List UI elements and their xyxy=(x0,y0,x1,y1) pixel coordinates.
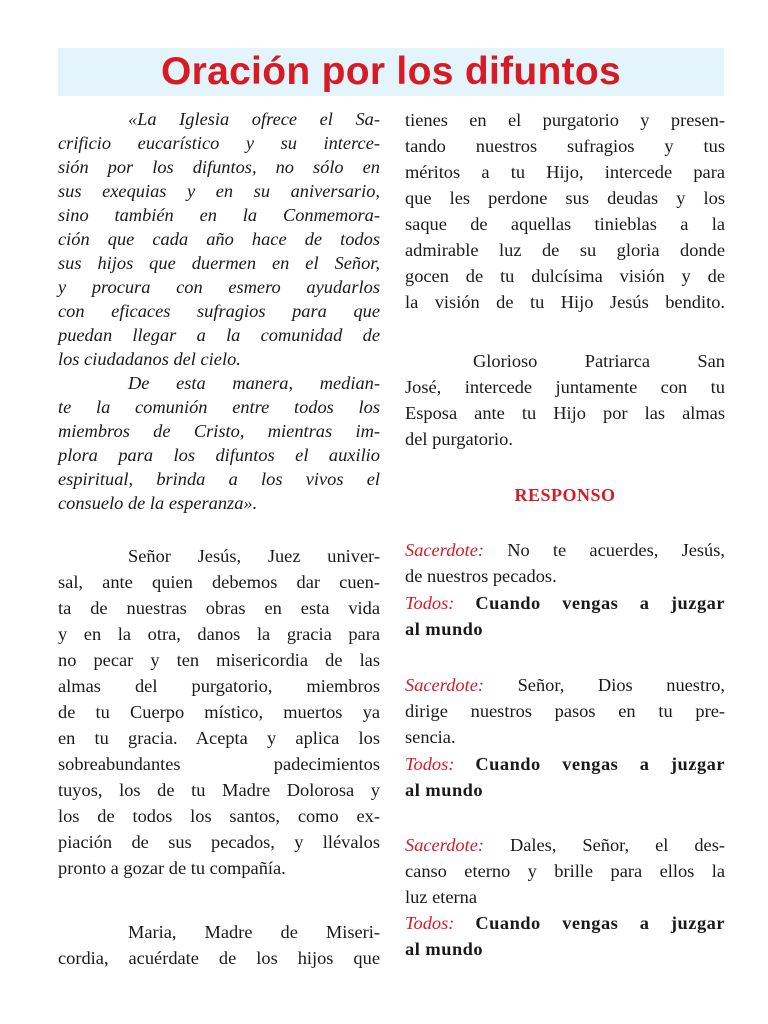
versicle-text: Señor, Dios nuestro, xyxy=(517,675,725,695)
response-text: Cuando vengas a juzgar xyxy=(475,593,725,613)
quote-line: te la comunión entre todos los xyxy=(58,397,380,417)
prayer-line: de tu Cuerpo místico, muertos ya xyxy=(58,702,380,722)
prayer-line: almas del purgatorio, miembros xyxy=(58,676,380,696)
prayer-line: Maria, Madre de Miseri- xyxy=(128,922,380,942)
sacerdote-label: Sacerdote: xyxy=(405,675,484,695)
prayer-line: que les perdone sus deudas y los xyxy=(405,188,725,208)
todos-label: Todos: xyxy=(405,593,455,613)
todos-label: Todos: xyxy=(405,913,455,933)
versicle-line xyxy=(405,672,725,698)
response-line: al mundo xyxy=(405,780,484,800)
response-line: al mundo xyxy=(405,619,484,639)
todos-label: Todos: xyxy=(405,754,455,774)
quote-line: sus exequias y en su aniversario, xyxy=(58,181,380,201)
responso-heading: RESPONSO xyxy=(514,485,616,505)
quote-line: y procura con esmero ayudarlos xyxy=(58,277,380,297)
quote-line: los ciudadanos del cielo. xyxy=(58,349,241,369)
prayer-line: tuyos, los de tu Madre Dolorosa y xyxy=(58,780,380,800)
prayer-line: gocen de tu dulcísima visión y de xyxy=(405,266,725,286)
versicle-line xyxy=(405,832,725,858)
quote-line: puedan llegar a la comunidad de xyxy=(58,325,380,345)
prayer-line: no pecar y ten misericordia de las xyxy=(58,650,380,670)
prayer-line: tando nuestros sufragios y tus xyxy=(405,136,725,156)
quote-line: crificio eucarístico y su interce- xyxy=(58,133,380,153)
response-line xyxy=(405,751,725,777)
prayer-line: la visión de tu Hijo Jesús bendito. xyxy=(405,292,725,312)
quote-line: sus hijos que duermen en el Señor, xyxy=(58,253,380,273)
sacerdote-label: Sacerdote: xyxy=(405,540,484,560)
response-line xyxy=(405,910,725,936)
quote-line: sino también en la Conmemora- xyxy=(58,205,380,225)
prayer-line: cordia, acuérdate de los hijos que xyxy=(58,948,380,968)
versicle-line: dirige nuestros pasos en tu pre- xyxy=(405,701,725,721)
versicle-line xyxy=(405,537,725,563)
versicle-line: sencia. xyxy=(405,727,456,747)
prayer-line: piación de sus pecados, y llévalos xyxy=(58,832,380,852)
quote-line: ción que cada año hace de todos xyxy=(58,229,380,249)
prayer-line: Señor Jesús, Juez univer- xyxy=(128,546,380,566)
quote-line: consuelo de la esperanza». xyxy=(58,493,258,513)
prayer-line: José, intercede juntamente con tu xyxy=(405,377,725,397)
response-text: Cuando vengas a juzgar xyxy=(475,913,725,933)
prayer-line: del purgatorio. xyxy=(405,429,513,449)
response-text: Cuando vengas a juzgar xyxy=(475,754,725,774)
quote-line: con eficaces sufragios para que xyxy=(58,301,380,321)
prayer-line: admirable luz de su gloria donde xyxy=(405,240,725,260)
versicle-line: de nuestros pecados. xyxy=(405,566,557,586)
quote-line: «La Iglesia ofrece el Sa- xyxy=(128,109,380,129)
prayer-line: Glorioso Patriarca San xyxy=(473,351,725,371)
quote-line: plora para los difuntos el auxilio xyxy=(58,445,380,465)
prayer-line: en tu gracia. Acepta y aplica los xyxy=(58,728,380,748)
response-line xyxy=(405,590,725,616)
prayer-line: saque de aquellas tinieblas a la xyxy=(405,214,725,234)
response-line: al mundo xyxy=(405,939,484,959)
sacerdote-label: Sacerdote: xyxy=(405,835,484,855)
prayer-line: pronto a gozar de tu compañía. xyxy=(58,858,286,878)
quote-line: sión por los difuntos, no sólo en xyxy=(58,157,380,177)
versicle-text: Dales, Señor, el des- xyxy=(509,835,725,855)
quote-line: espiritual, brinda a los vivos el xyxy=(58,469,380,489)
quote-line: miembros de Cristo, mientras im- xyxy=(58,421,380,441)
prayer-line: méritos a tu Hijo, intercede para xyxy=(405,162,725,182)
versicle-line: luz eterna xyxy=(405,887,477,907)
prayer-line: sobreabundantes padecimientos xyxy=(58,754,380,774)
versicle-line: canso eterno y brille para ellos la xyxy=(405,861,725,881)
quote-line: De esta manera, median- xyxy=(128,373,380,393)
title-banner xyxy=(58,48,724,96)
prayer-line: los de todos los santos, como ex- xyxy=(58,806,380,826)
prayer-line: tienes en el purgatorio y presen- xyxy=(405,110,725,130)
prayer-line: y en la otra, danos la gracia para xyxy=(58,624,380,644)
versicle-text: No te acuerdes, Jesús, xyxy=(507,540,725,560)
prayer-line: ta de nuestras obras en esta vida xyxy=(58,598,380,618)
page-title: Oración por los difuntos xyxy=(160,50,622,93)
prayer-line: Esposa ante tu Hijo por las almas xyxy=(405,403,725,423)
prayer-line: sal, ante quien debemos dar cuen- xyxy=(58,572,380,592)
